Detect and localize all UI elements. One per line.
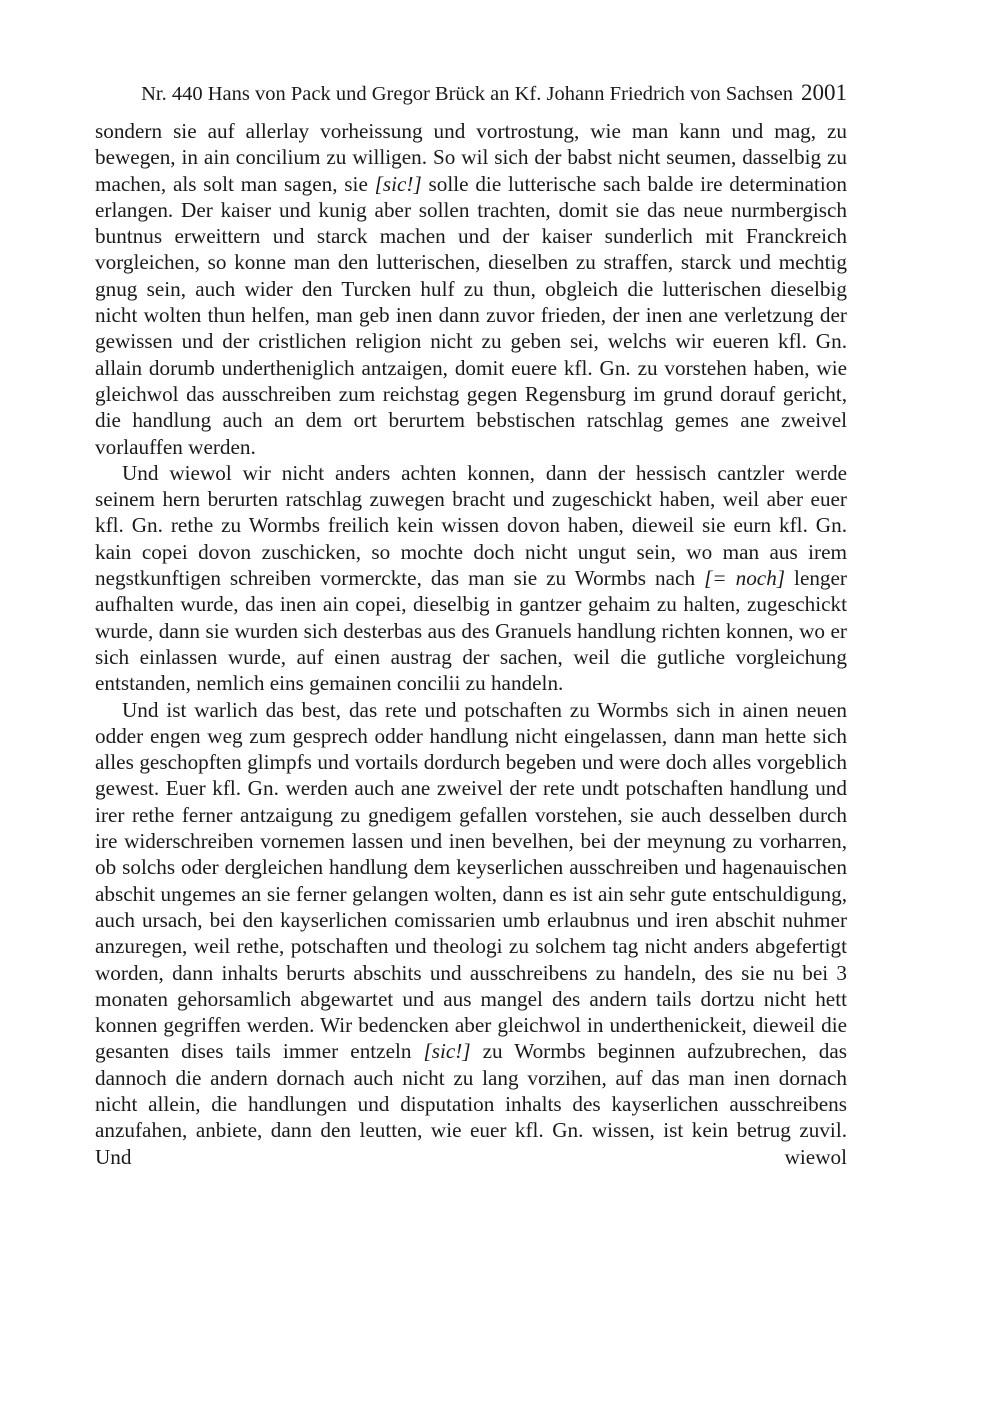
header-title: Nr. 440 Hans von Pack und Gregor Brück an Kf. Johann Friedrich von Sachsen [141,83,793,105]
text-segment: sondern sie auf allerlay vorheissung und vortrostung, wie man kann und mag, zu bewegen, in ain concilium zu willigen. So wil sich der babst nicht seumen, dasselbig zu machen, als solt man sagen, sie [95,119,847,196]
text-segment: Und ist warlich das best, das rete und potschaften zu Wormbs sich in ainen neuen odder engen weg zum gesprech odder handlung nicht eingelassen, dann man hette sich alles geschopften glimpfs und vortails dordurch begeben und were doch alles vorgeblich gewest. Euer kfl. Gn. werden auch ane zweivel der rete undt potschaften handlung und irer rethe ferner antzaigung zu gnedigem gefallen vorstehen, sie auch desselben durch ire widerschreiben vornemen lassen und inen bevelhen, bei der meynung zu vorharren, ob solchs oder dergleichen handlung dem keyserlichen ausschreiben und hagenauischen abschit ungemes an sie ferner gelangen wolten, dann es ist ain sehr gute entschuldigung, auch ursach, bei den kayserlichen comissarien umb erlaubnus und iren abschit nuhmer anzuregen, weil rethe, potschaften und theologi zu solchem tag nicht anders abgefertigt worden, dann inhalts berurts abschits und ausschreibens zu handeln, des sie nu bei 3 monaten gehorsamlich abgewartet und aus mangel des andern tails dortzu nicht hett konnen gegriffen werden. Wir bedencken aber gleichwol in underthenickeit, dieweil die gesanten dises tails immer entzeln [95,697,847,1064]
editorial-note: [sic!] [423,1039,471,1064]
editorial-note: [= noch] [704,566,786,591]
paragraph [95,460,847,697]
text-segment: Und wiewol wir nicht anders achten konnen, dann der hessisch cantzler werde seinem hern berurten ratschlag zuwegen bracht und zugeschickt haben, weil aber euer kfl. Gn. rethe zu Wormbs freilich kein wissen dovon haben, dieweil sie eurn kfl. Gn. kain copei dovon zuschicken, so mochte doch nicht ungut sein, wo man aus irem negstkunftigen schreiben vormerckte, das man sie zu Wormbs nach [95,460,847,591]
paragraph [95,697,847,1170]
text-segment: lenger aufhalten wurde, das inen ain copei, dieselbig in gantzer gehaim zu halten, zugeschickt wurde, dann sie wurden sich desterbas aus des Granuels handlung richten konnen, wo er sich einlassen wurde, auf einen austrag der sachen, weil die gutliche vorgleichung entstanden, nemlich eins gemainen concilii zu handeln. [95,566,847,696]
body-text [95,118,847,1170]
running-header [95,78,847,109]
page-number: 2001 [801,80,847,105]
text-segment: solle die lutterische sach balde ire determination erlangen. Der kaiser und kunig aber sollen trachten, domit sie das neue nurmbergisch buntnus erweittern und starck machen und der kaiser sunderlich mit Franckreich vorgleichen, so konne man den lutterischen, dieselben zu straffen, starck und mechtig gnug sein, auch wider den Turcken hulf zu thun, obgleich die lutterischen dieselbig nicht wolten thun helfen, man geb inen dann zuvor frieden, der inen ane verletzung der gewissen und der cristlichen religion nicht zu geben sei, welchs wir eueren kfl. Gn. allain dorumb undertheniglich antzaigen, domit euere kfl. Gn. zu vorstehen haben, wie gleichwol das ausschreiben zum reichstag gegen Regensburg im grund dorauf gericht, die handlung auch an dem ort berurtem bebstischen ratschlag gemes ane zweivel vorlauffen werden. [95,171,847,459]
editorial-note: [sic!] [374,171,422,196]
paragraph [95,118,847,460]
text-segment: zu Wormbs beginnen aufzubrechen, das dannoch die andern dornach auch nicht zu lang vorzihen, auf das man inen dornach nicht allein, die handlungen und disputation inhalts des kayserlichen ausschreibens anzufahen, anbiete, dann den leutten, wie euer kfl. Gn. wissen, ist kein betrug zuvil. Und wiewol [95,1039,847,1169]
